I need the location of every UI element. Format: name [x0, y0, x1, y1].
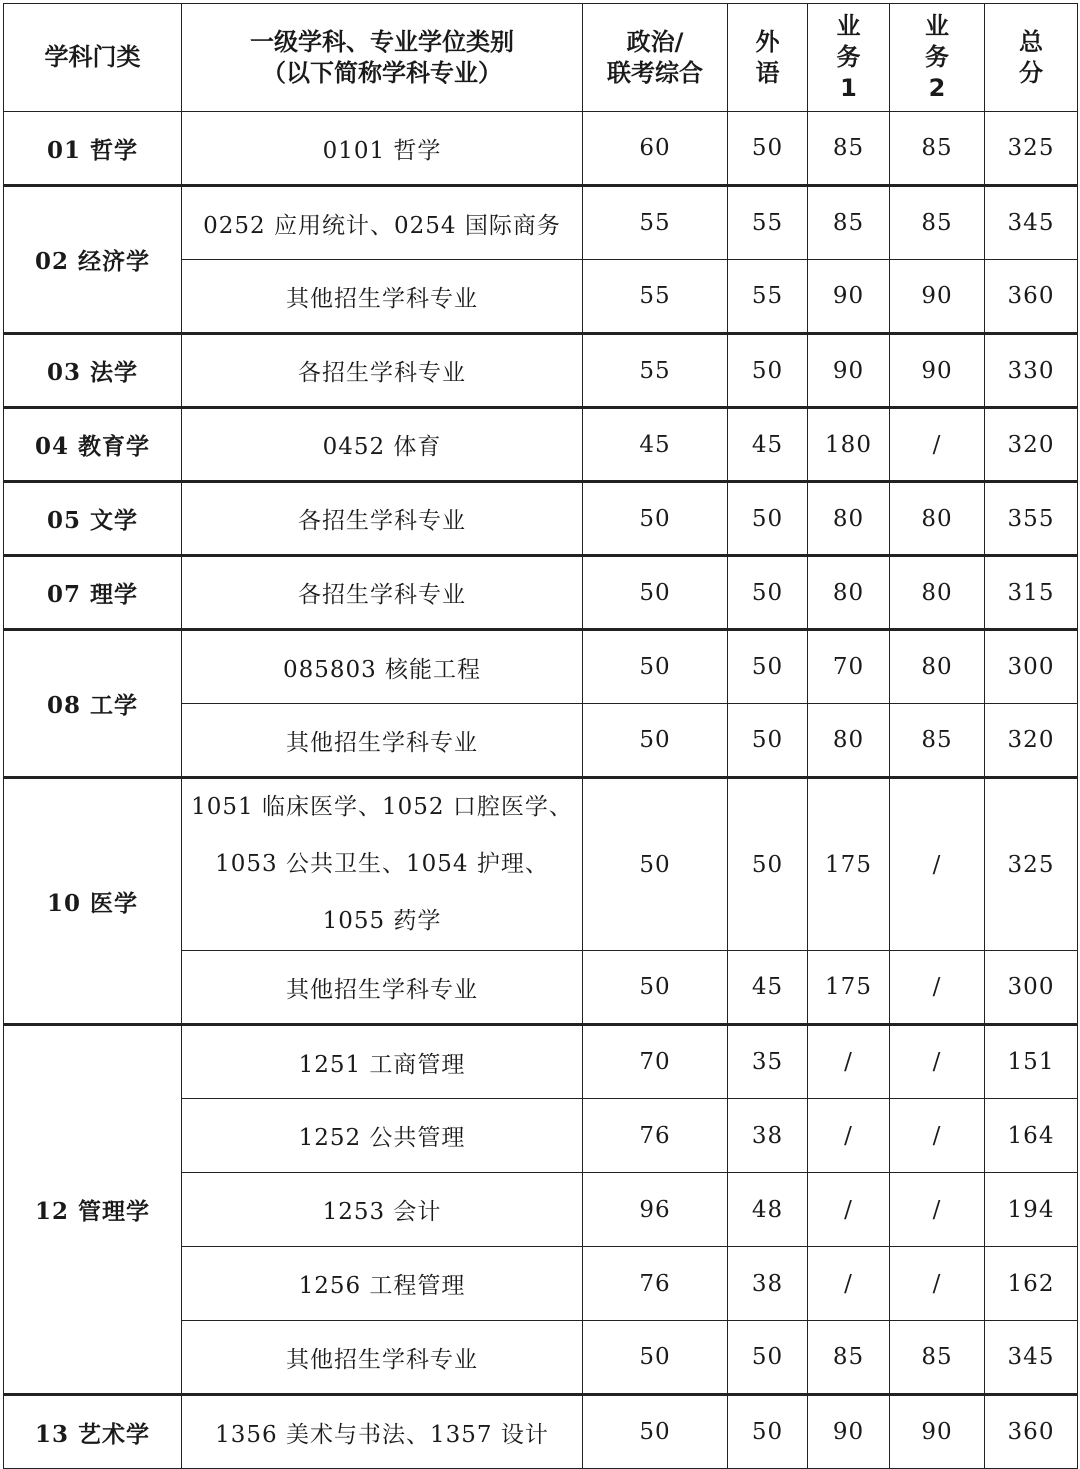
total-score: 360 [985, 1395, 1078, 1469]
course2-score: / [890, 778, 985, 951]
course2-score: / [890, 408, 985, 482]
total-score: 164 [985, 1099, 1078, 1173]
total-score: 300 [985, 630, 1078, 704]
course1-score: / [808, 1025, 890, 1099]
course2-score: 80 [890, 630, 985, 704]
course2-score: / [890, 1025, 985, 1099]
header-course-1: 业 务 1 [808, 4, 890, 112]
course1-score: 90 [808, 334, 890, 408]
course1-score: 85 [808, 1321, 890, 1395]
course1-score: 175 [808, 951, 890, 1025]
header-politics: 政治/ 联考综合 [583, 4, 728, 112]
header-foreign-language: 外 语 [728, 4, 808, 112]
total-score: 315 [985, 556, 1078, 630]
foreign-score: 35 [728, 1025, 808, 1099]
total-score: 345 [985, 1321, 1078, 1395]
politics-score: 50 [583, 778, 728, 951]
major-cell: 各招生学科专业 [182, 556, 583, 630]
major-cell: 1252 公共管理 [182, 1099, 583, 1173]
major-line: 1053 公共卫生、1054 护理、 [215, 851, 549, 877]
politics-score: 60 [583, 112, 728, 186]
major-cell: 其他招生学科专业 [182, 260, 583, 334]
course1-score: / [808, 1099, 890, 1173]
foreign-score: 48 [728, 1173, 808, 1247]
foreign-score: 50 [728, 112, 808, 186]
table-row [4, 408, 1078, 482]
course2-score: 85 [890, 186, 985, 260]
major-line: 1051 临床医学、1052 口腔医学、 [191, 794, 573, 820]
course2-score: 85 [890, 1321, 985, 1395]
total-score: 320 [985, 704, 1078, 778]
course2-score: 80 [890, 556, 985, 630]
politics-score: 50 [583, 482, 728, 556]
foreign-score: 50 [728, 556, 808, 630]
table-row [4, 1395, 1078, 1469]
course2-score: / [890, 951, 985, 1025]
total-score: 325 [985, 778, 1078, 951]
politics-score: 96 [583, 1173, 728, 1247]
foreign-score: 50 [728, 778, 808, 951]
course1-score: 80 [808, 704, 890, 778]
politics-score: 50 [583, 704, 728, 778]
total-score: 162 [985, 1247, 1078, 1321]
total-score: 151 [985, 1025, 1078, 1099]
category-cell: 10 医学 [4, 778, 182, 1025]
total-score: 194 [985, 1173, 1078, 1247]
major-cell: 1253 会计 [182, 1173, 583, 1247]
course2-score: 90 [890, 260, 985, 334]
category-cell: 03 法学 [4, 334, 182, 408]
course2-score: 90 [890, 1395, 985, 1469]
header-row [4, 4, 1078, 112]
course1-score: 85 [808, 186, 890, 260]
course1-score: 180 [808, 408, 890, 482]
major-cell: 0101 哲学 [182, 112, 583, 186]
foreign-score: 55 [728, 186, 808, 260]
course1-score: 175 [808, 778, 890, 951]
major-cell: 各招生学科专业 [182, 482, 583, 556]
foreign-score: 50 [728, 704, 808, 778]
table-row [4, 778, 1078, 951]
header-course-2: 业 务 2 [890, 4, 985, 112]
course1-score: 85 [808, 112, 890, 186]
category-cell: 07 理学 [4, 556, 182, 630]
foreign-score: 45 [728, 951, 808, 1025]
foreign-score: 55 [728, 260, 808, 334]
course1-score: 90 [808, 1395, 890, 1469]
course1-score: 80 [808, 556, 890, 630]
politics-score: 50 [583, 951, 728, 1025]
major-cell [182, 778, 583, 951]
course2-score: / [890, 1247, 985, 1321]
politics-score: 76 [583, 1247, 728, 1321]
header-total: 总 分 [985, 4, 1078, 112]
table-row [4, 334, 1078, 408]
header-category: 学科门类 [4, 4, 182, 112]
course1-score: / [808, 1173, 890, 1247]
total-score: 320 [985, 408, 1078, 482]
course2-score: 90 [890, 334, 985, 408]
major-line: 1055 药学 [322, 908, 442, 934]
table-row [4, 1025, 1078, 1099]
politics-score: 50 [583, 556, 728, 630]
major-cell: 1356 美术与书法、1357 设计 [182, 1395, 583, 1469]
course2-score: / [890, 1173, 985, 1247]
foreign-score: 50 [728, 630, 808, 704]
major-cell: 085803 核能工程 [182, 630, 583, 704]
major-cell: 0252 应用统计、0254 国际商务 [182, 186, 583, 260]
course1-score: 90 [808, 260, 890, 334]
course2-score: 80 [890, 482, 985, 556]
major-cell: 各招生学科专业 [182, 334, 583, 408]
major-cell: 1256 工程管理 [182, 1247, 583, 1321]
category-cell: 08 工学 [4, 630, 182, 778]
table-row [4, 112, 1078, 186]
politics-score: 76 [583, 1099, 728, 1173]
header-major: 一级学科、专业学位类别 （以下简称学科专业） [182, 4, 583, 112]
total-score: 300 [985, 951, 1078, 1025]
course2-score: 85 [890, 704, 985, 778]
foreign-score: 50 [728, 1395, 808, 1469]
foreign-score: 50 [728, 482, 808, 556]
major-cell: 0452 体育 [182, 408, 583, 482]
foreign-score: 38 [728, 1247, 808, 1321]
total-score: 330 [985, 334, 1078, 408]
category-cell: 05 文学 [4, 482, 182, 556]
foreign-score: 38 [728, 1099, 808, 1173]
course1-score: / [808, 1247, 890, 1321]
category-cell: 12 管理学 [4, 1025, 182, 1395]
table-row [4, 630, 1078, 704]
total-score: 355 [985, 482, 1078, 556]
table-row [4, 482, 1078, 556]
foreign-score: 50 [728, 334, 808, 408]
politics-score: 55 [583, 334, 728, 408]
politics-score: 55 [583, 260, 728, 334]
category-cell: 01 哲学 [4, 112, 182, 186]
foreign-score: 45 [728, 408, 808, 482]
major-cell: 1251 工商管理 [182, 1025, 583, 1099]
score-line-table [3, 3, 1078, 1469]
politics-score: 45 [583, 408, 728, 482]
major-cell: 其他招生学科专业 [182, 704, 583, 778]
table-row [4, 556, 1078, 630]
course1-score: 70 [808, 630, 890, 704]
politics-score: 55 [583, 186, 728, 260]
politics-score: 50 [583, 630, 728, 704]
category-cell: 13 艺术学 [4, 1395, 182, 1469]
politics-score: 70 [583, 1025, 728, 1099]
major-cell: 其他招生学科专业 [182, 1321, 583, 1395]
table-row [4, 186, 1078, 260]
total-score: 345 [985, 186, 1078, 260]
politics-score: 50 [583, 1321, 728, 1395]
course2-score: 85 [890, 112, 985, 186]
foreign-score: 50 [728, 1321, 808, 1395]
politics-score: 50 [583, 1395, 728, 1469]
total-score: 325 [985, 112, 1078, 186]
course2-score: / [890, 1099, 985, 1173]
category-cell: 04 教育学 [4, 408, 182, 482]
category-cell: 02 经济学 [4, 186, 182, 334]
total-score: 360 [985, 260, 1078, 334]
major-cell: 其他招生学科专业 [182, 951, 583, 1025]
course1-score: 80 [808, 482, 890, 556]
